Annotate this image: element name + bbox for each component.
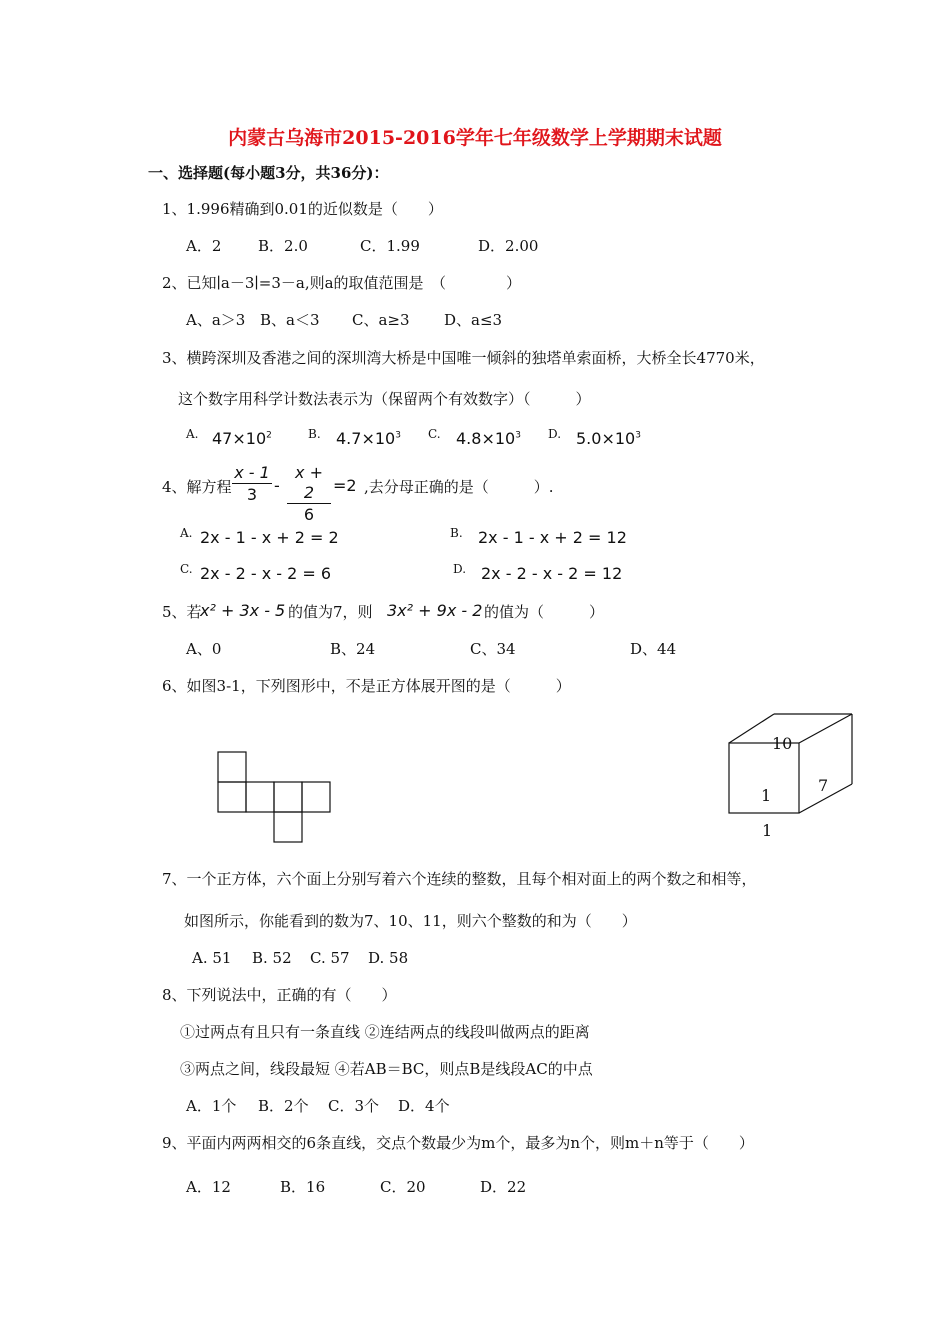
q4-label-a: A. xyxy=(180,526,193,540)
question-5-suffix: 的值为（ ） xyxy=(484,603,605,621)
question-6: 6、如图3-1，下列图形中，不是正方体展开图的是（ ） xyxy=(162,677,571,695)
question-7-line-1: 7、一个正方体，六个面上分别写着六个连续的整数，且每个相对面上的两个数之和相等， xyxy=(162,870,757,888)
question-5-prefix: 5、若 xyxy=(162,603,202,621)
q9-option-b: B．16 xyxy=(280,1178,326,1196)
question-1: 1、1.996精确到0.01的近似数是（ ） xyxy=(162,200,443,218)
q2-option-b: B、a＜3 xyxy=(260,311,320,329)
question-2: 2、已知∣a－3∣=3－a,则a的取值范围是 （ ） xyxy=(162,274,522,292)
q5-option-c: C、34 xyxy=(470,640,516,658)
q2-option-d: D、a≤3 xyxy=(444,311,503,329)
question-7-line-2: 如图所示，你能看到的数为7、10、11，则六个整数的和为（ ） xyxy=(184,912,637,930)
q8-option-b: B．2个 xyxy=(258,1097,309,1115)
q4-label-b: B. xyxy=(450,526,463,540)
q3-option-b: $4.7\times 10^3$ xyxy=(336,429,401,448)
question-4-prefix: 4、解方程 xyxy=(162,478,232,496)
q9-option-a: A．12 xyxy=(186,1178,231,1196)
q4-label-d: D. xyxy=(453,562,467,576)
q4-label-c: C. xyxy=(180,562,193,576)
cube-figure xyxy=(726,712,856,816)
q7-option-c: C. 57 xyxy=(310,949,350,967)
question-3-line-2: 这个数字用科学计数法表示为（保留两个有效数字）（ ） xyxy=(178,390,591,408)
cube-bottom-number: 1 xyxy=(762,821,773,840)
question-3-line-1: 3、横跨深圳及香港之间的深圳湾大桥是中国唯一倾斜的独塔单索面桥，大桥全长4770米， xyxy=(162,349,765,367)
q3-label-c: C. xyxy=(428,427,441,441)
q4-option-b: 2x - 1 - x + 2 = 12 xyxy=(478,528,627,547)
q3-option-c: $4.8\times 10^3$ xyxy=(456,429,521,448)
q1-option-d: D．2.00 xyxy=(478,237,539,255)
q2-option-a: A、a＞3 xyxy=(186,311,246,329)
q9-option-d: D．22 xyxy=(480,1178,527,1196)
cube-top-number: 10 xyxy=(772,734,793,753)
q4-option-d: 2x - 2 - x - 2 = 12 xyxy=(481,564,623,583)
q4-fraction-1: $\frac{x - 1}{3}$ xyxy=(232,463,272,506)
q4-option-a: 2x - 1 - x + 2 = 2 xyxy=(200,528,339,547)
section-heading: 一、选择题(每小题3分，共36分)： xyxy=(148,164,389,182)
q2-option-c: C、a≥3 xyxy=(352,311,410,329)
q3-label-d: D. xyxy=(548,427,562,441)
q7-option-a: A. 51 xyxy=(192,949,232,967)
q5-option-a: A、0 xyxy=(186,640,222,658)
cube-net-figure xyxy=(216,750,334,844)
q5-option-b: B、24 xyxy=(330,640,376,658)
q7-option-b: B. 52 xyxy=(252,949,292,967)
q5-expression-2: 3x² + 9x - 2 xyxy=(387,601,483,620)
cube-front-number: 1 xyxy=(761,786,772,805)
q4-fraction-2: $\frac{x + 2}{6}$ xyxy=(287,463,331,526)
q3-option-a: $47\times 10^2$ xyxy=(212,429,272,448)
q1-option-c: C．1.99 xyxy=(360,237,420,255)
q5-expression-1: x² + 3x - 5 xyxy=(200,601,286,620)
q8-statements-2: ③两点之间，线段最短 ④若AB＝BC，则点B是线段AC的中点 xyxy=(180,1060,593,1078)
q8-statements-1: ①过两点有且只有一条直线 ②连结两点的线段叫做两点的距离 xyxy=(180,1023,590,1041)
question-8: 8、下列说法中，正确的有（ ） xyxy=(162,986,397,1004)
q4-minus: - xyxy=(274,476,280,495)
q1-option-b: B．2.0 xyxy=(258,237,308,255)
page-title: 内蒙古乌海市2015-2016学年七年级数学上学期期末试题 xyxy=(228,127,722,149)
q3-option-d: $5.0\times 10^3$ xyxy=(576,429,641,448)
q7-option-d: D. 58 xyxy=(368,949,409,967)
q1-option-a: A．2 xyxy=(186,237,222,255)
q4-option-c: 2x - 2 - x - 2 = 6 xyxy=(200,564,332,583)
q8-option-c: C．3个 xyxy=(328,1097,380,1115)
q3-label-b: B. xyxy=(308,427,321,441)
q8-option-a: A．1个 xyxy=(186,1097,237,1115)
q8-option-d: D．4个 xyxy=(398,1097,450,1115)
question-4-suffix: ,去分母正确的是（ ）. xyxy=(364,478,554,496)
cube-side-number: 7 xyxy=(818,776,829,795)
q3-label-a: A. xyxy=(186,427,199,441)
q9-option-c: C．20 xyxy=(380,1178,426,1196)
question-9: 9、平面内两两相交的6条直线，交点个数最少为m个，最多为n个，则m＋n等于（ ） xyxy=(162,1134,754,1152)
q5-option-d: D、44 xyxy=(630,640,677,658)
q4-equals-2: =2 xyxy=(333,476,357,495)
question-5-middle: 的值为7，则 xyxy=(288,603,373,621)
